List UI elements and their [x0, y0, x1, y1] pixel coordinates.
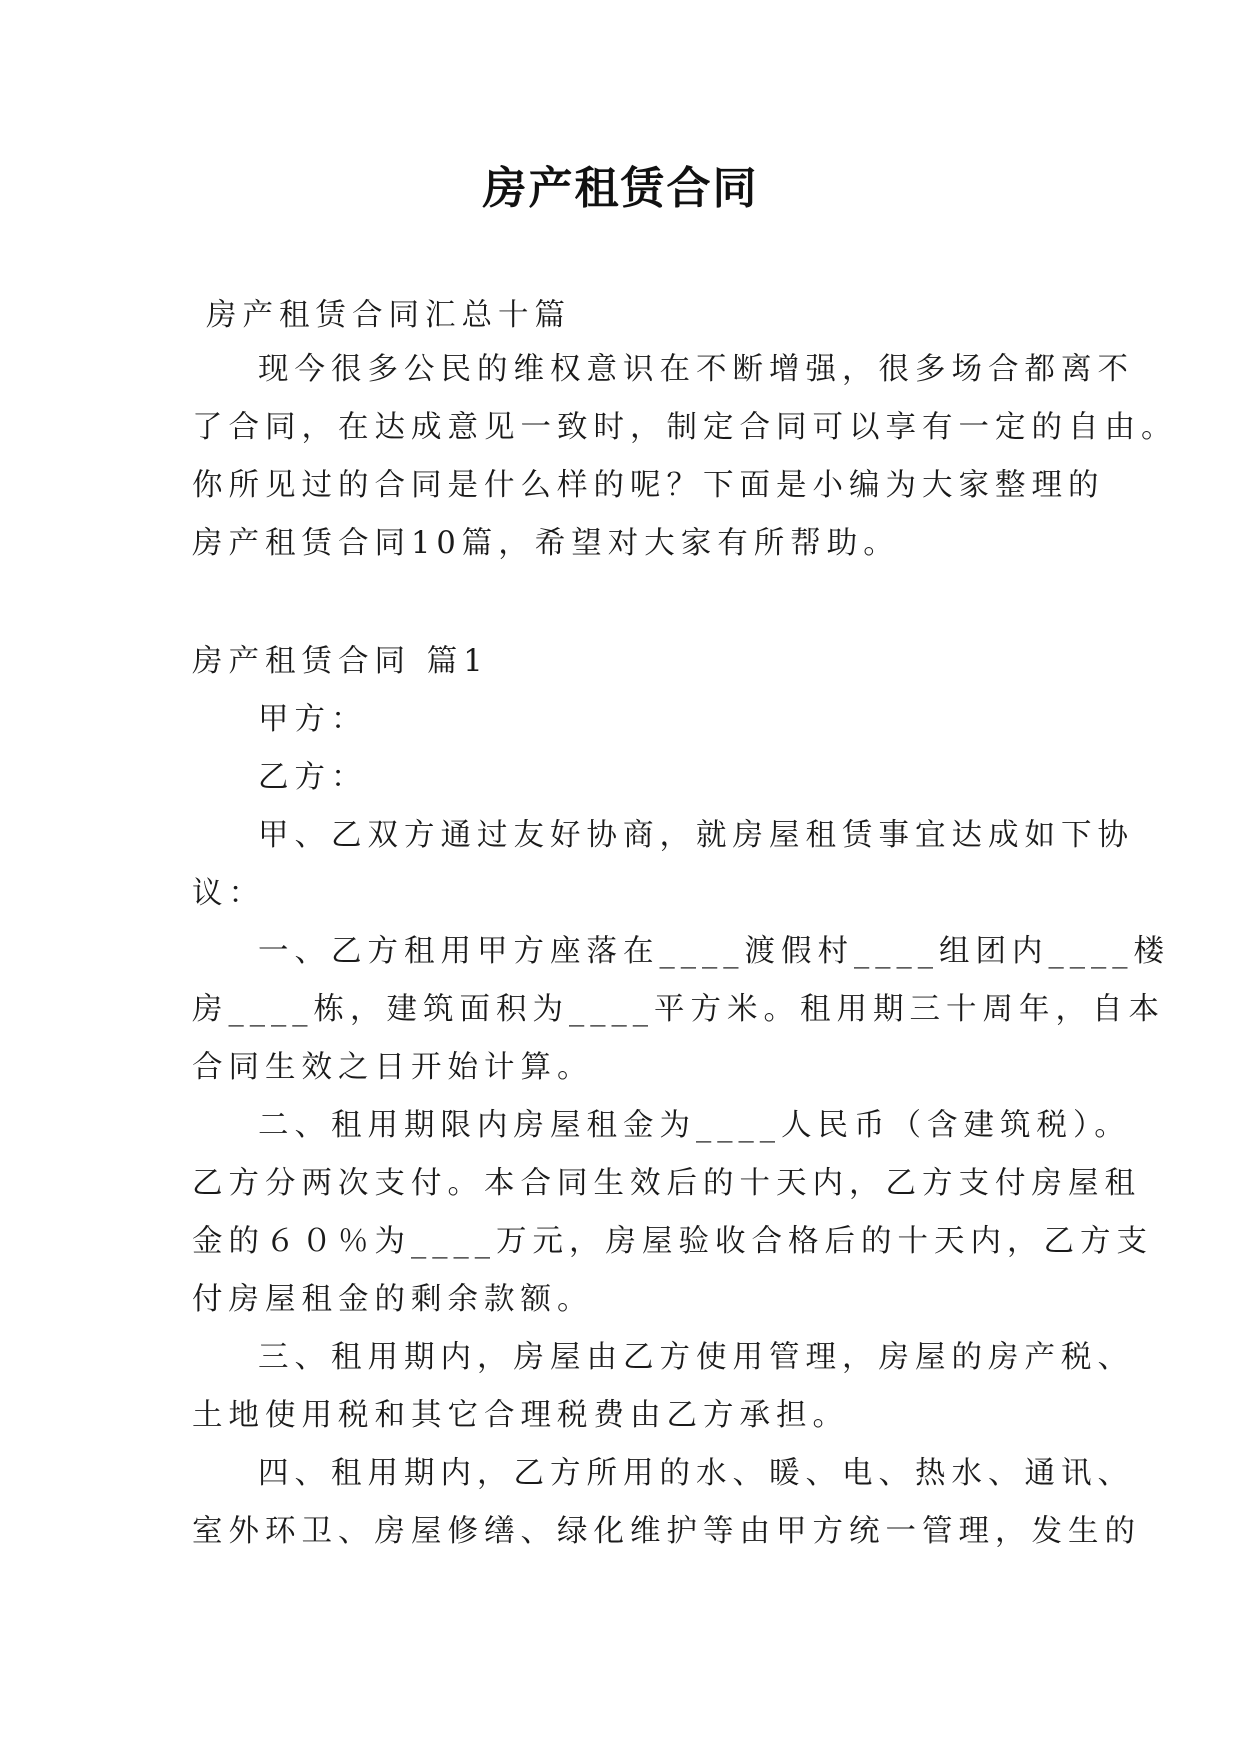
agreement-line-1: 甲、乙双方通过友好协商，就房屋租赁事宜达成如下协 [258, 818, 1134, 853]
party-a-label: 甲方： [258, 702, 368, 737]
clause-1-line-3: 合同生效之日开始计算。 [192, 1050, 594, 1085]
clause-2-line-4: 付房屋租金的剩余款额。 [192, 1282, 594, 1317]
intro-line-4: 房产租赁合同10篇，希望对大家有所帮助。 [192, 526, 900, 561]
clause-4-line-1: 四、租用期内，乙方所用的水、暖、电、热水、通讯、 [258, 1456, 1134, 1491]
clause-1-line-1: 一、乙方租用甲方座落在____渡假村____组团内____楼 [258, 934, 1170, 969]
clause-2-line-1: 二、租用期限内房屋租金为____人民币（含建筑税）。 [258, 1108, 1131, 1143]
clause-3-line-1: 三、租用期内，房屋由乙方使用管理，房屋的房产税、 [258, 1340, 1134, 1375]
agreement-line-2: 议： [192, 876, 265, 911]
document-subtitle: 房产租赁合同汇总十篇 [206, 298, 571, 333]
clause-2-line-2: 乙方分两次支付。本合同生效后的十天内，乙方支付房屋租 [192, 1166, 1141, 1201]
document-title: 房产租赁合同 [482, 163, 759, 214]
section-heading: 房产租赁合同 篇1 [192, 644, 489, 679]
intro-line-1: 现今很多公民的维权意识在不断增强，很多场合都离不 [258, 352, 1134, 387]
clause-3-line-2: 土地使用税和其它合理税费由乙方承担。 [192, 1398, 849, 1433]
clause-4-line-2: 室外环卫、房屋修缮、绿化维护等由甲方统一管理，发生的 [192, 1514, 1141, 1549]
party-b-label: 乙方： [258, 760, 368, 795]
clause-1-line-2: 房____栋，建筑面积为____平方米。租用期三十周年，自本 [192, 992, 1165, 1027]
clause-2-line-3: 金的６０％为____万元，房屋验收合格后的十天内，乙方支 [192, 1224, 1153, 1259]
intro-line-3: 你所见过的合同是什么样的呢？下面是小编为大家整理的 [192, 468, 1105, 503]
intro-line-2: 了合同，在达成意见一致时，制定合同可以享有一定的自由。 [192, 410, 1178, 445]
